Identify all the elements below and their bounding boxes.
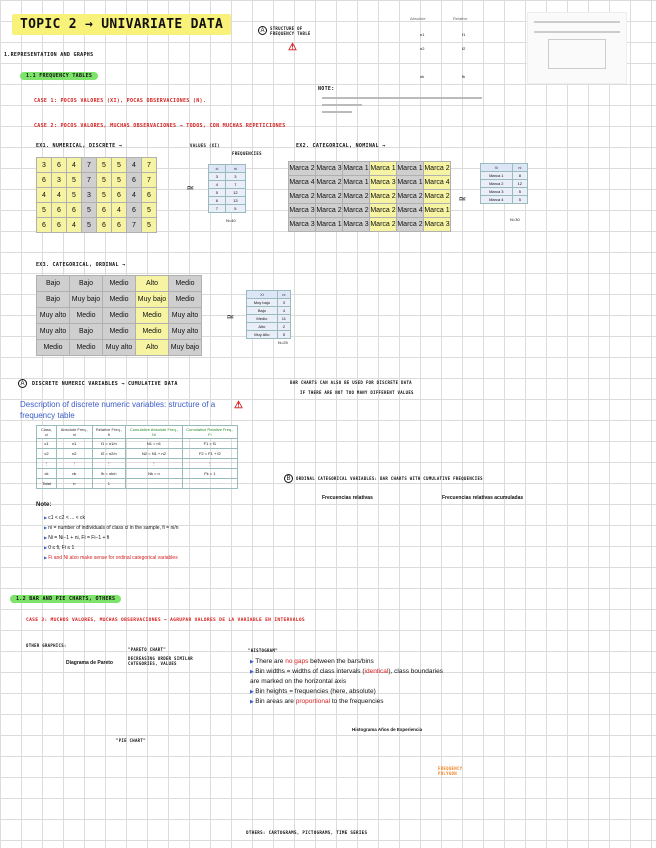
discrete-bar bbox=[366, 443, 368, 455]
grid-cell: 5 bbox=[97, 188, 112, 203]
grid-cell: Marca 2 bbox=[343, 190, 370, 204]
grid-cell: Marca 3 bbox=[343, 218, 370, 232]
freq-header: Xi bbox=[247, 291, 278, 299]
histogram-label: "HISTOGRAM" bbox=[248, 648, 278, 653]
freq-structure-header: Cumulative Relative Freq., Fi bbox=[182, 426, 237, 439]
freq-structure-cell: f1 = n1/n bbox=[92, 439, 126, 449]
grid-cell: Marca 2 bbox=[316, 204, 343, 218]
histogram-note-item: ▶ Bin heights = frequencies (here, absolute) bbox=[250, 688, 376, 695]
grid-cell: 6 bbox=[52, 203, 67, 218]
freq-structure-cell: F1 = f1 bbox=[182, 439, 237, 449]
ex3-total: N=25 bbox=[278, 340, 288, 345]
grid-cell: Marca 1 bbox=[424, 204, 451, 218]
grid-cell: 4 bbox=[52, 188, 67, 203]
grid-cell: Bajo bbox=[37, 292, 70, 308]
grid-cell: 5 bbox=[82, 203, 97, 218]
grid-cell: 3 bbox=[82, 188, 97, 203]
freq-cell: Bajo bbox=[247, 307, 278, 315]
grid-cell: 5 bbox=[67, 188, 82, 203]
grid-cell: Marca 1 bbox=[397, 176, 424, 190]
freq-structure-cell: nk bbox=[56, 469, 92, 479]
freq-cell: 8 bbox=[512, 172, 527, 180]
grid-cell: 7 bbox=[82, 158, 97, 173]
grid-cell: Marca 3 bbox=[424, 218, 451, 232]
freq-cell: Marca 1 bbox=[481, 172, 513, 180]
grid-cell: Marca 3 bbox=[289, 218, 316, 232]
grid-cell: Marca 2 bbox=[424, 190, 451, 204]
ex3-data-grid bbox=[36, 275, 202, 356]
freq-structure-cell: ⋮ bbox=[182, 459, 237, 469]
freq-structure-cell: n2 bbox=[56, 449, 92, 459]
freq-structure-cell: 1 bbox=[92, 479, 126, 489]
top-col-abs: Absolute bbox=[410, 16, 426, 21]
freq-cell: 12 bbox=[512, 180, 527, 188]
grid-cell: 6 bbox=[67, 203, 82, 218]
description-title: Description of discrete numeric variables: structure of a frequency table bbox=[20, 400, 216, 420]
ex1-label: EX1. NUMERICAL, DISCRETE → bbox=[36, 143, 123, 149]
freq-structure-cell: Nk = n bbox=[126, 469, 183, 479]
freq-structure-cell: ⋮ bbox=[37, 459, 57, 469]
grid-cell: Medio bbox=[37, 340, 70, 356]
grid-cell: 7 bbox=[142, 173, 157, 188]
grid-cell: Muy alto bbox=[37, 324, 70, 340]
grid-cell: 5 bbox=[142, 218, 157, 233]
page-title: TOPIC 2 → UNIVARIATE DATA bbox=[12, 14, 231, 35]
grid-cell: 5 bbox=[82, 218, 97, 233]
grid-cell: Marca 1 bbox=[343, 176, 370, 190]
section-heading: 1.REPRESENTATION AND GRAPHS bbox=[4, 52, 94, 58]
discrete-bar bbox=[390, 447, 392, 455]
grid-cell: Medio bbox=[169, 276, 202, 292]
discrete-bar bbox=[334, 433, 336, 455]
grid-cell: Medio bbox=[70, 340, 103, 356]
discrete-bar bbox=[382, 435, 384, 455]
ex1-data-grid bbox=[36, 157, 157, 233]
grid-cell: 4 bbox=[127, 188, 142, 203]
other-graphics: OTHER GRAPHICS: bbox=[26, 643, 67, 648]
grid-cell: Marca 2 bbox=[289, 162, 316, 176]
grid-cell: Medio bbox=[136, 324, 169, 340]
freq-cell: 3 bbox=[277, 299, 290, 307]
grid-cell: Bajo bbox=[70, 276, 103, 292]
freq-cell: Medio bbox=[247, 315, 278, 323]
grid-cell: 7 bbox=[127, 218, 142, 233]
pie-label: "PIE CHART" bbox=[116, 738, 146, 743]
grid-cell: Medio bbox=[70, 308, 103, 324]
freq-cell: 4 bbox=[209, 181, 226, 189]
grid-cell: Marca 2 bbox=[316, 176, 343, 190]
grid-cell: 6 bbox=[37, 218, 52, 233]
ex1-values-annot: VALUES (XI) bbox=[190, 143, 220, 148]
ordinal-bar bbox=[320, 547, 330, 549]
structure-title: STRUCTURE OF FREQUENCY TABLE bbox=[270, 26, 311, 36]
grid-cell: 6 bbox=[97, 203, 112, 218]
case-2-text: CASE 2: POCOS VALORES, MUCHAS OBSERVACIONES → TODOS, CON MUCHAS REPETICIONES bbox=[34, 123, 286, 129]
ordinal-bar bbox=[340, 546, 350, 549]
note-item: ▶ 0 ≤ fi, Fi ≤ 1 bbox=[44, 543, 179, 553]
ex2-data-grid bbox=[288, 161, 451, 232]
subsection-heading: 1.1 FREQUENCY TABLES bbox=[20, 72, 98, 80]
grid-cell: Marca 1 bbox=[397, 162, 424, 176]
grid-cell: Muy alto bbox=[169, 308, 202, 324]
freq-cell: 13 bbox=[225, 197, 245, 205]
ex1-total: N=40 bbox=[226, 218, 236, 223]
grid-cell: Marca 2 bbox=[397, 190, 424, 204]
freq-structure-cell: c1 bbox=[37, 439, 57, 449]
discrete-bar bbox=[414, 449, 416, 455]
grid-cell: Marca 2 bbox=[397, 218, 424, 232]
freq-cell: Marca 2 bbox=[481, 180, 513, 188]
grid-cell: Medio bbox=[103, 324, 136, 340]
freq-header: Xi bbox=[481, 164, 513, 172]
grid-cell: Marca 1 bbox=[316, 218, 343, 232]
freq-cell: 2 bbox=[277, 323, 290, 331]
grid-cell: 5 bbox=[67, 173, 82, 188]
grid-cell: Marca 3 bbox=[289, 204, 316, 218]
freq-cell: 12 bbox=[225, 189, 245, 197]
grid-cell: 6 bbox=[127, 203, 142, 218]
freq-cell: 3 bbox=[225, 173, 245, 181]
grid-cell: Bajo bbox=[37, 276, 70, 292]
note-item: ▶ ni = number of individuals of class ci in the sample, fi = ni/n bbox=[44, 523, 179, 533]
grid-cell: Marca 3 bbox=[370, 176, 397, 190]
grid-cell: 6 bbox=[37, 173, 52, 188]
grid-cell: Muy alto bbox=[169, 324, 202, 340]
grid-cell: Medio bbox=[169, 292, 202, 308]
grid-cell: 4 bbox=[127, 158, 142, 173]
grid-cell: 7 bbox=[142, 158, 157, 173]
discrete-bar bbox=[374, 440, 376, 455]
freq-header: ni bbox=[225, 165, 245, 173]
ordinal-bar bbox=[466, 544, 476, 549]
freq-structure-header: Relative Freq., fi bbox=[92, 426, 126, 439]
discrete-bar bbox=[350, 437, 352, 455]
histogram-note-item: ▶ Bin widths = widths of class intervals (identical), class boundaries are marked on the horizontal axis bbox=[250, 668, 443, 685]
freq-cell: 5 bbox=[512, 196, 527, 204]
freq-cell: Muy Alto bbox=[247, 331, 278, 339]
grid-cell: Marca 1 bbox=[343, 162, 370, 176]
freq-structure-cell: ⋮ bbox=[92, 459, 126, 469]
ex2-label: EX2. CATEGORICAL, NOMINAL → bbox=[296, 143, 386, 149]
top-cell: n1 bbox=[420, 32, 425, 37]
freq-cell: 5 bbox=[277, 331, 290, 339]
grid-cell: 6 bbox=[112, 218, 127, 233]
freq-cell: 11 bbox=[277, 315, 290, 323]
grid-cell: Marca 2 bbox=[370, 204, 397, 218]
freq-structure-header: Class, ci bbox=[37, 426, 57, 439]
grid-cell: 6 bbox=[127, 173, 142, 188]
freq-cell: Muy bajo bbox=[247, 299, 278, 307]
grid-cell: Marca 2 bbox=[316, 190, 343, 204]
freq-structure-cell: Total bbox=[37, 479, 57, 489]
grid-cell: Medio bbox=[136, 308, 169, 324]
grid-cell: Muy alto bbox=[103, 340, 136, 356]
freq-cell: 5 bbox=[209, 189, 226, 197]
discrete-heading: DISCRETE NUMERIC VARIABLES → CUMULATIVE DATA bbox=[32, 381, 178, 387]
rel-chart-title: Frecuencias relativas bbox=[322, 495, 373, 501]
freq-structure-header: Absolute Freq., ni bbox=[56, 426, 92, 439]
grid-cell: Marca 3 bbox=[316, 162, 343, 176]
grid-cell: 5 bbox=[112, 158, 127, 173]
ordinal-bar bbox=[360, 541, 370, 549]
top-col-rel: Relative bbox=[453, 16, 468, 21]
grid-cell: 5 bbox=[142, 203, 157, 218]
subsection-heading: 1.2 BAR AND PIE CHARTS, OTHERS bbox=[10, 595, 121, 603]
hist-title: Histograma Años de Experiencia bbox=[352, 727, 423, 732]
freq-structure-cell: N1 = n1 bbox=[126, 439, 183, 449]
grid-cell: Alto bbox=[136, 340, 169, 356]
freq-structure-cell: n bbox=[56, 479, 92, 489]
freq-polygon-label: FREQUENCY POLYGON bbox=[438, 766, 463, 776]
ex2-freq-table bbox=[480, 163, 528, 204]
ordinal-bar bbox=[400, 532, 410, 549]
pareto-label: "PARETO CHART" bbox=[128, 647, 166, 652]
circle-b-marker: B bbox=[284, 474, 293, 483]
ordinal-bar bbox=[486, 536, 496, 549]
freq-structure-cell bbox=[126, 479, 183, 489]
ordinal-bar bbox=[506, 526, 516, 549]
freq-cell: 6 bbox=[209, 197, 226, 205]
freq-cell: 4 bbox=[277, 307, 290, 315]
ex2-total: N=30 bbox=[510, 217, 520, 222]
ex3-label: EX3. CATEGORICAL, ORDINAL → bbox=[36, 262, 126, 268]
grid-cell: Marca 2 bbox=[424, 162, 451, 176]
grid-cell: Alto bbox=[136, 276, 169, 292]
ordinal-bar bbox=[526, 509, 536, 549]
case-1-text: CASE 1: POCOS VALORES (XI), POCAS OBSERVACIONES (N). bbox=[34, 98, 207, 104]
bar-note-2: IF THERE ARE NOT TOO MANY DIFFERENT VALUES bbox=[300, 390, 414, 395]
grid-cell: 5 bbox=[97, 173, 112, 188]
grid-cell: Marca 4 bbox=[424, 176, 451, 190]
freq-structure-cell: N2 = N1 + n2 bbox=[126, 449, 183, 459]
freq-structure-cell: f2 = n2/n bbox=[92, 449, 126, 459]
pareto-desc: DECREASING ORDER SIMILAR CATEGORIES, VALUES bbox=[128, 656, 193, 666]
note-item: ▶ Ni = Ni−1 + ni, Fi = Fi−1 + fi bbox=[44, 533, 179, 543]
grid-cell: Muy alto bbox=[37, 308, 70, 324]
grid-cell: Marca 2 bbox=[370, 218, 397, 232]
histogram-note-item: ▶ There are no gaps between the bars/bins bbox=[250, 658, 374, 665]
grid-cell: 3 bbox=[52, 173, 67, 188]
note-item: ▶ Fi and Ni also make sense for ordinal categorical variables bbox=[44, 553, 179, 563]
grid-cell: 5 bbox=[97, 158, 112, 173]
grid-cell: Medio bbox=[103, 308, 136, 324]
ex1-freq-annot: FREQUENCIES bbox=[232, 151, 262, 156]
ordinal-bar bbox=[380, 539, 390, 549]
discrete-bar bbox=[406, 445, 408, 455]
freq-structure-cell: ck bbox=[37, 469, 57, 479]
freq-header: xi bbox=[209, 165, 226, 173]
grid-cell: Muy bajo bbox=[169, 340, 202, 356]
freq-cell: 7 bbox=[225, 181, 245, 189]
grid-cell: 6 bbox=[52, 158, 67, 173]
freq-cell: 5 bbox=[512, 188, 527, 196]
top-cell: n2 bbox=[420, 46, 425, 51]
grid-cell: 5 bbox=[37, 203, 52, 218]
bar-note-1: BAR CHARTS CAN ALSO BE USED FOR DISCRETE DATA bbox=[290, 380, 412, 385]
top-cell: nk bbox=[420, 74, 425, 79]
ordinal-heading: ORDINAL CATEGORICAL VARIABLES: BAR CHARTS WITH CUMULATIVE FREQUENCIES bbox=[296, 476, 483, 481]
freq-structure-cell: fk = nk/n bbox=[92, 469, 126, 479]
warning-icon: ⚠ bbox=[234, 400, 243, 411]
grid-cell: Bajo bbox=[70, 324, 103, 340]
grid-cell: Muy bajo bbox=[70, 292, 103, 308]
freq-structure-header: Cumulative Absolute Freq., Ni bbox=[126, 426, 183, 439]
grid-cell: Muy bajo bbox=[136, 292, 169, 308]
grid-cell: Medio bbox=[103, 292, 136, 308]
grid-cell: 4 bbox=[37, 188, 52, 203]
grid-cell: Marca 2 bbox=[289, 190, 316, 204]
discrete-bar bbox=[342, 427, 344, 455]
note-top-label: NOTE: bbox=[318, 86, 335, 92]
histogram-notes bbox=[250, 657, 450, 707]
freq-cell: 3 bbox=[209, 173, 226, 181]
histogram-note-item: ▶ Bin areas are proportional to the frequencies bbox=[250, 698, 384, 705]
freq-header: ni bbox=[277, 291, 290, 299]
case-3-text: CASE 3: MUCHOS VALORES, MUCHAS OBSERVACIONES → AGRUPAR VALORES DE LA VARIABLE EN INTERVALOS bbox=[26, 618, 305, 623]
note-item: ▶ c1 < c2 < ... < ck bbox=[44, 513, 179, 523]
freq-structure-cell: Fk = 1 bbox=[182, 469, 237, 479]
approx-symbol: ≃ bbox=[458, 194, 467, 205]
freq-cell: 7 bbox=[209, 205, 226, 213]
grid-cell: 7 bbox=[82, 173, 97, 188]
circle-a-marker: A bbox=[18, 379, 27, 388]
top-cell: f2 bbox=[462, 46, 466, 51]
grid-cell: Marca 2 bbox=[370, 190, 397, 204]
freq-structure-cell: ⋮ bbox=[56, 459, 92, 469]
freq-structure-cell: F2 = F1 + f2 bbox=[182, 449, 237, 459]
freq-cell: Alto bbox=[247, 323, 278, 331]
notes-list bbox=[36, 513, 179, 563]
discrete-bar bbox=[326, 417, 328, 455]
top-cell: f1 bbox=[462, 32, 466, 37]
top-cell: fk bbox=[462, 74, 466, 79]
ordinal-bar bbox=[446, 547, 456, 549]
frequency-structure-table bbox=[36, 425, 238, 489]
discrete-bar bbox=[358, 425, 360, 455]
discrete-bar bbox=[398, 430, 400, 455]
grid-cell: 6 bbox=[112, 188, 127, 203]
note-label: Note: bbox=[36, 502, 52, 508]
freq-structure-cell: n1 bbox=[56, 439, 92, 449]
grid-cell: 4 bbox=[112, 203, 127, 218]
grid-cell: 4 bbox=[67, 218, 82, 233]
grid-cell: 3 bbox=[37, 158, 52, 173]
ex1-freq-table bbox=[208, 164, 246, 213]
grid-cell: 4 bbox=[67, 158, 82, 173]
grid-cell: Medio bbox=[103, 276, 136, 292]
pie-slice bbox=[64, 740, 101, 782]
freq-cell: Marca 3 bbox=[481, 188, 513, 196]
others-text: OTHERS: CARTOGRAMS, PICTOGRAMS, TIME SERIES bbox=[246, 830, 368, 835]
grid-cell: 5 bbox=[112, 173, 127, 188]
grid-cell: 6 bbox=[52, 218, 67, 233]
freq-header: ni bbox=[512, 164, 527, 172]
cum-chart-title: Frecuencias relativas acumuladas bbox=[442, 495, 524, 501]
grid-cell: 6 bbox=[142, 188, 157, 203]
note-top-lines bbox=[322, 96, 492, 116]
grid-cell: 6 bbox=[97, 218, 112, 233]
freq-structure-cell bbox=[182, 479, 237, 489]
freq-structure-cell: ⋮ bbox=[126, 459, 183, 469]
warning-icon: ⚠ bbox=[288, 42, 297, 53]
grid-cell: Marca 2 bbox=[343, 204, 370, 218]
grid-cell: Marca 4 bbox=[397, 204, 424, 218]
freq-structure-cell: c2 bbox=[37, 449, 57, 459]
approx-symbol: ≃ bbox=[226, 312, 235, 323]
grid-cell: Marca 4 bbox=[289, 176, 316, 190]
circle-a-marker: A bbox=[258, 26, 267, 35]
freq-cell: 5 bbox=[225, 205, 245, 213]
freq-cell: Marca 4 bbox=[481, 196, 513, 204]
approx-symbol: ≃ bbox=[186, 183, 195, 194]
ex3-freq-table bbox=[246, 290, 291, 339]
grid-cell: Marca 1 bbox=[370, 162, 397, 176]
pareto-title: Diagrama de Pareto bbox=[66, 660, 113, 666]
exercise-thumbnail bbox=[527, 12, 627, 84]
